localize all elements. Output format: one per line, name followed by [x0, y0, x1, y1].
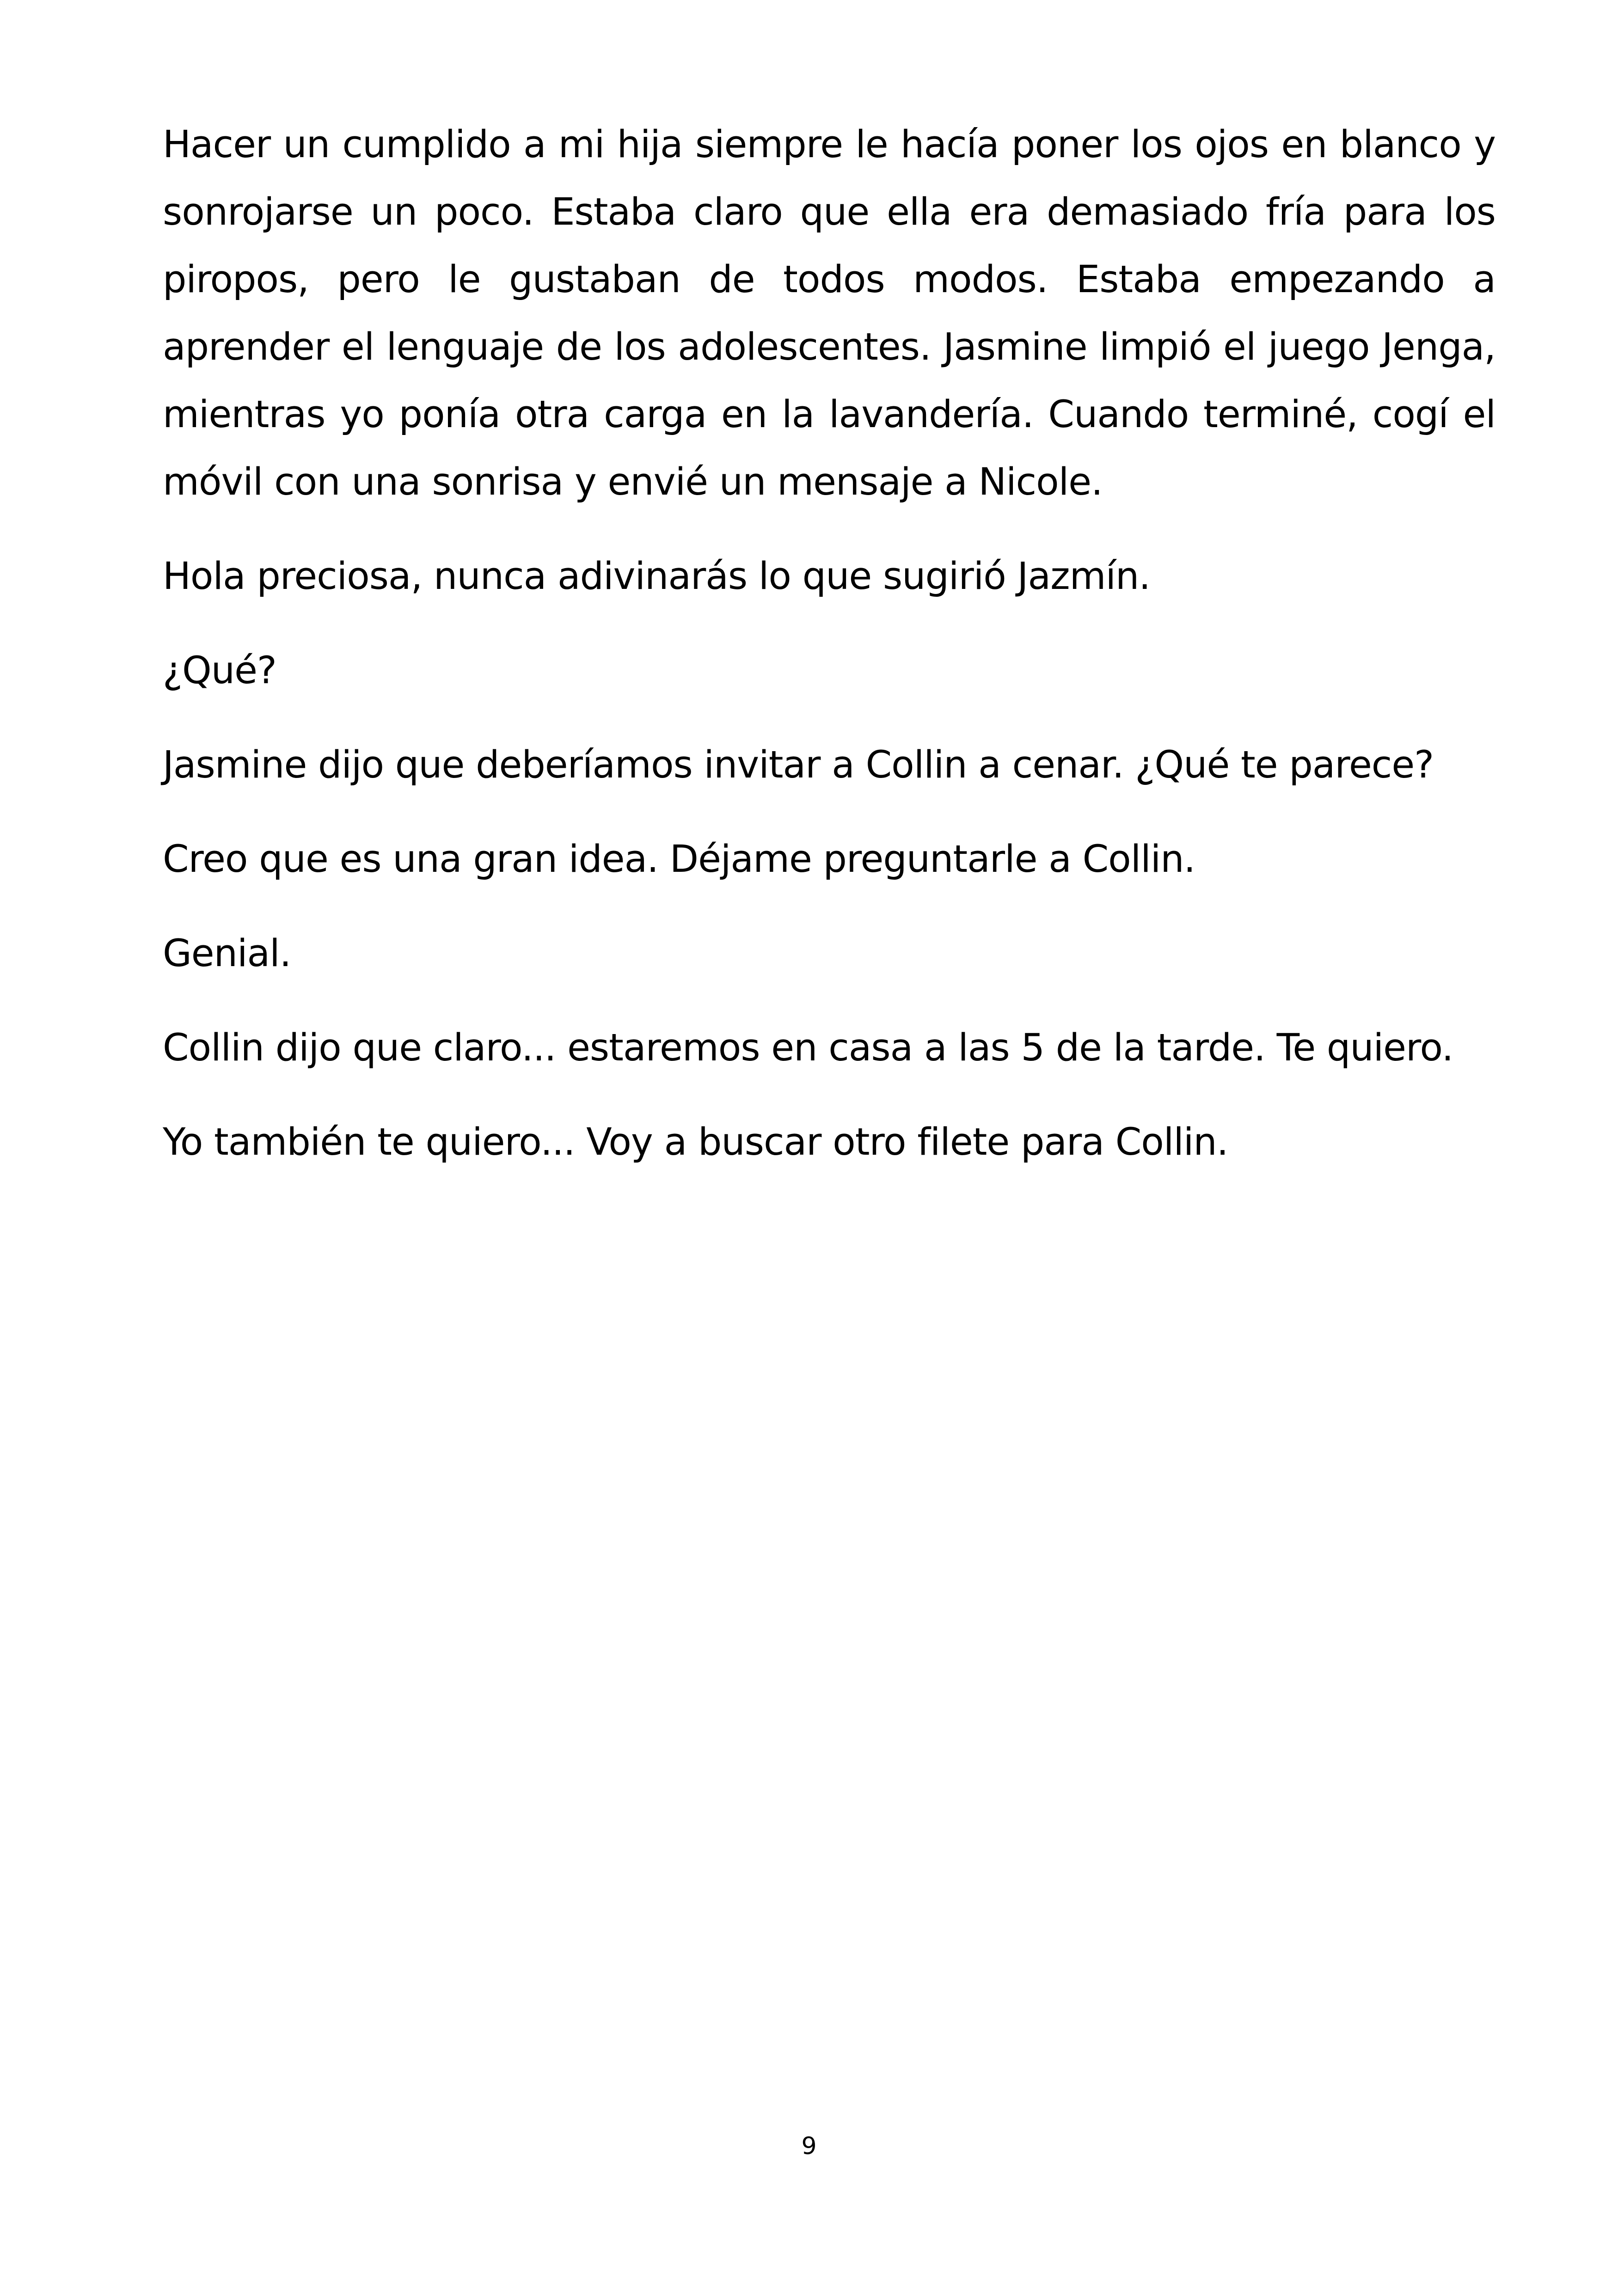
paragraph-message-4: Creo que es una gran idea. Déjame preguntarle a Collin.	[163, 838, 1195, 881]
paragraph-gap	[163, 799, 1495, 826]
paragraph-message-2: ¿Qué?	[163, 649, 276, 692]
paragraph-message-6: Collin dijo que claro... estaremos en casa a las 5 de la tarde. Te quiero.	[163, 1026, 1453, 1070]
page-number: 9	[801, 2132, 817, 2160]
paragraph-message-3: Jasmine dijo que deberíamos invitar a Collin a cenar. ¿Qué te parece?	[163, 743, 1434, 787]
paragraph-gap	[163, 704, 1495, 731]
paragraph-message-1: Hola preciosa, nunca adivinarás lo que sugirió Jazmín.	[163, 555, 1151, 598]
paragraph-gap	[163, 893, 1495, 920]
paragraph-gap	[163, 610, 1495, 637]
paragraph-gap	[163, 1082, 1495, 1108]
body-text	[163, 111, 1495, 1176]
paragraph-gap	[163, 987, 1495, 1014]
paragraph-narrative: Hacer un cumplido a mi hija siempre le hacía poner los ojos en blanco y sonrojarse un poco. Estaba claro que ella era demasiado fría para los piropos, pero le gustaban de todos modos. Estaba empezando a aprender el lenguaje de los adolescentes. Jasmine limpió el juego Jenga, mientras yo ponía otra carga en la lavandería. Cuando terminé, cogí el móvil con una sonrisa y envié un mensaje a Nicole.	[163, 123, 1495, 504]
paragraph-message-5: Genial.	[163, 932, 291, 975]
paragraph-message-7: Yo también te quiero... Voy a buscar otro filete para Collin.	[163, 1120, 1228, 1164]
paragraph-gap	[163, 516, 1495, 543]
